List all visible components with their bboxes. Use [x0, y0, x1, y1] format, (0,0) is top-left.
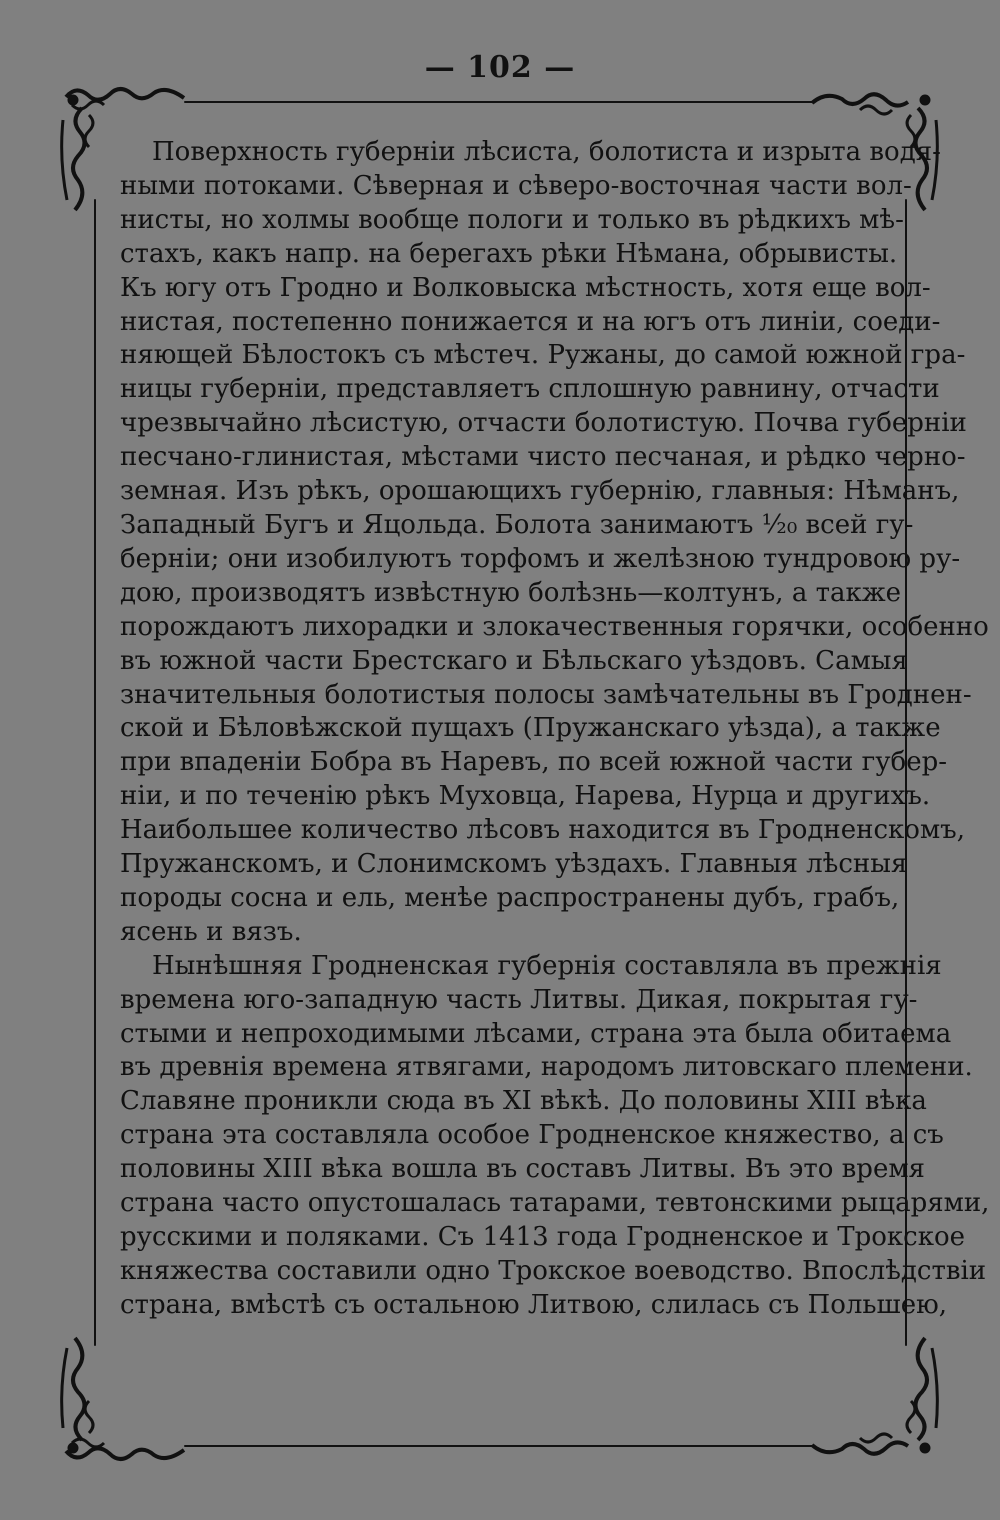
text-line: княжества составили одно Трокское воеводство. Впослѣдствіи	[120, 1255, 987, 1286]
text-line: няющей Бѣлостокъ съ мѣстеч. Ружаны, до самой южной гра-	[120, 340, 966, 371]
page-number: — 102 —	[424, 50, 576, 85]
text-line: Къ югу отъ Гродно и Волковыска мѣстность, хотя еще вол-	[120, 272, 931, 303]
corner-ornament-bottom-left	[62, 1338, 184, 1459]
text-line: земная. Изъ рѣкъ, орошающихъ губернію, главныя: Нѣманъ,	[120, 476, 960, 507]
text-line: въ древнія времена ятвягами, народомъ литовскаго племени.	[120, 1052, 973, 1083]
main-text	[120, 136, 990, 1323]
text-line: ницы губерніи, представляетъ сплошную равнину, отчасти	[120, 374, 940, 405]
text-line: ской и Бѣловѣжской пущахъ (Пружанскаго уѣзда), а также	[120, 713, 941, 744]
corner-ornament-bottom-right	[812, 1338, 937, 1454]
text-line: нистая, постепенно понижается и на югъ отъ линіи, соеди-	[120, 306, 941, 337]
text-line: ясень и вязъ.	[120, 916, 302, 947]
text-line: страна часто опустошалась татарами, тевтонскими рыцарями,	[120, 1188, 990, 1219]
text-line: чрезвычайно лѣсистую, отчасти болотистую. Почва губерніи	[120, 408, 967, 439]
text-line: при впаденіи Бобра въ Наревъ, по всей южной части губер-	[120, 747, 948, 778]
text-line: ными потоками. Сѣверная и сѣверо-восточная части вол-	[120, 170, 912, 201]
text-line: берніи; они изобилуютъ торфомъ и желѣзною тундровою ру-	[120, 543, 961, 574]
text-line: половины XIII вѣка вошла въ составъ Литвы. Въ это время	[120, 1154, 925, 1185]
text-line: Славяне проникли сюда въ XI вѣкѣ. До половины XIII вѣка	[120, 1086, 927, 1117]
text-line: Западный Бугъ и Яцольда. Болота занимаютъ ¹⁄₂₀ всей гу-	[120, 509, 914, 540]
text-line: страна эта составляла особое Гродненское княжество, а съ	[120, 1120, 944, 1151]
text-line: Наибольшее количество лѣсовъ находится въ Гродненскомъ,	[120, 815, 965, 846]
text-line: породы сосна и ель, менѣе распространены дубъ, грабъ,	[120, 882, 900, 913]
text-line: Пружанскомъ, и Слонимскомъ уѣздахъ. Главныя лѣсныя	[120, 849, 908, 880]
text-line: стахъ, какъ напр. на берегахъ рѣки Нѣмана, обрывисты.	[120, 238, 898, 269]
text-line: Нынѣшняя Гродненская губернія составляла въ прежнія	[152, 950, 942, 981]
text-line: страна, вмѣстѣ съ остальною Литвою, слилась съ Польшею,	[120, 1289, 947, 1320]
text-line: нисты, но холмы вообще пологи и только въ рѣдкихъ мѣ-	[120, 204, 904, 235]
text-line: дою, производятъ извѣстную болѣзнь—колтунъ, а также	[120, 577, 902, 608]
text-line: ніи, и по теченію рѣкъ Муховца, Нарева, Нурца и другихъ.	[120, 781, 931, 812]
text-line: Поверхность губерніи лѣсиста, болотиста и изрыта водя-	[152, 137, 941, 167]
text-line: песчано-глинистая, мѣстами чисто песчаная, и рѣдко черно-	[120, 442, 966, 473]
text-line: въ южной части Брестскаго и Бѣльскаго уѣздовъ. Самыя	[120, 645, 908, 676]
text-line: порождаютъ лихорадки и злокачественныя горячки, особенно	[120, 611, 989, 642]
text-line: времена юго-западную часть Литвы. Дикая, покрытая гу-	[120, 984, 918, 1015]
text-line: значительныя болотистыя полосы замѣчательны въ Гроднен-	[120, 679, 972, 710]
text-line: русскими и поляками. Съ 1413 года Гродненское и Трокское	[120, 1222, 965, 1252]
text-line: стыми и непроходимыми лѣсами, страна эта была обитаема	[120, 1018, 952, 1049]
